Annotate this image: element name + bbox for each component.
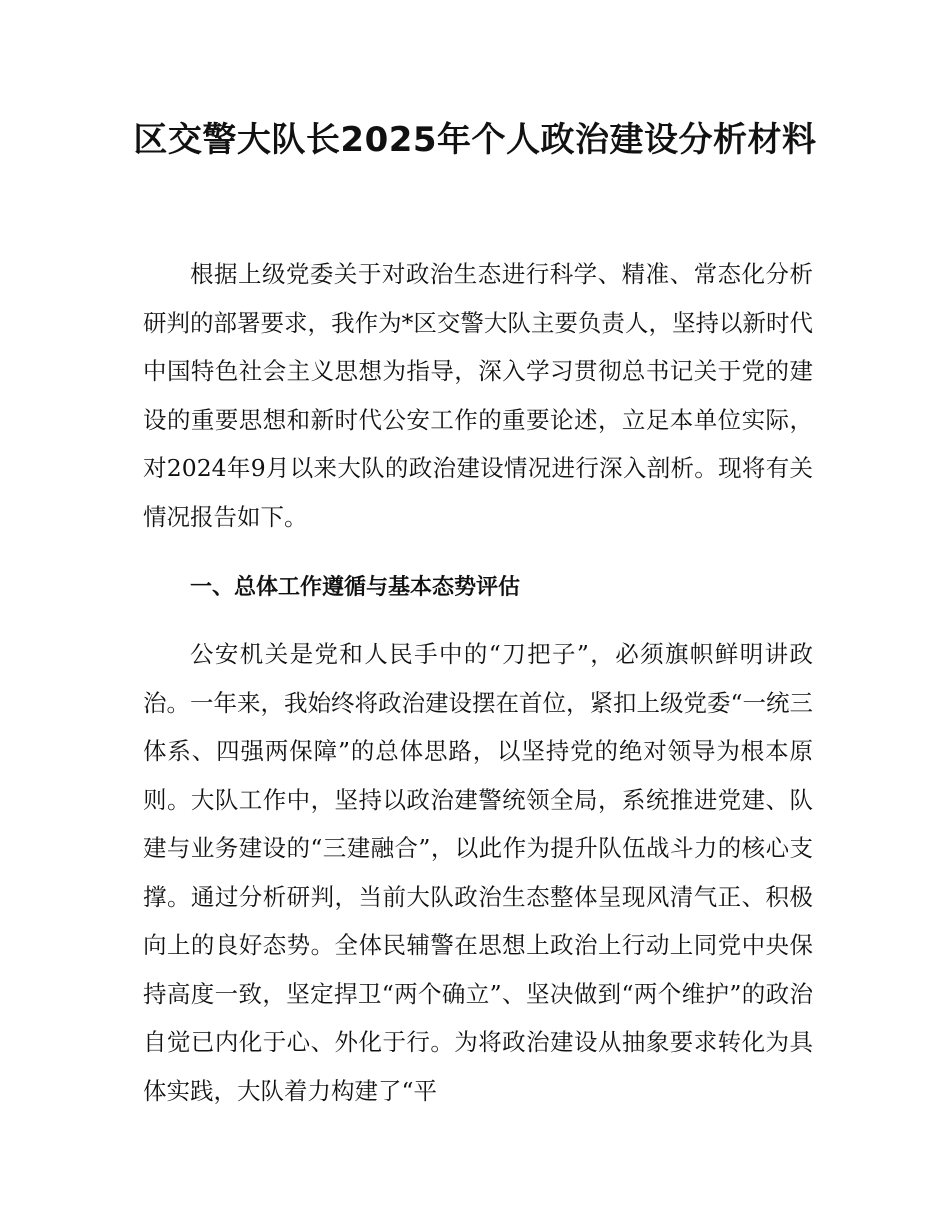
intro-paragraph: 根据上级党委关于对政治生态进行科学、精准、常态化分析研判的部署要求，我作为*区交警大队主要负责人，坚持以新时代中国特色社会主义思想为指导，深入学习贯彻总书记关于党的建设的重要思想和新时代公安工作的重要论述，立足本单位实际，对2024年9月以来大队的政治建设情况进行深入剖析。现将有关情况报告如下。 [143, 260, 813, 531]
section-1-paragraph: 公安机关是党和人民手中的“刀把子”，必须旗帜鲜明讲政治。一年来，我始终将政治建设摆在首位，紧扣上级党委“一统三体系、四强两保障”的总体思路，以坚持党的绝对领导为根本原则。大队工作中，坚持以政治建警统领全局，系统推进党建、队建与业务建设的“三建融合”，以此作为提升队伍战斗力的核心支撑。通过分析研判，当前大队政治生态整体呈现风清气正、积极向上的良好态势。全体民辅警在思想上政治上行动上同党中央保持高度一致，坚定捍卫“两个确立”、坚决做到“两个维护”的政治自觉已内化于心、外化于行。为将政治建设从抽象要求转化为具体实践，大队着力构建了“平 [143, 640, 814, 1105]
section-heading-1: 一、总体工作遵循与基本态势评估 [190, 575, 521, 600]
document-title: 区交警大队长2025年个人政治建设分析材料 [133, 120, 817, 160]
